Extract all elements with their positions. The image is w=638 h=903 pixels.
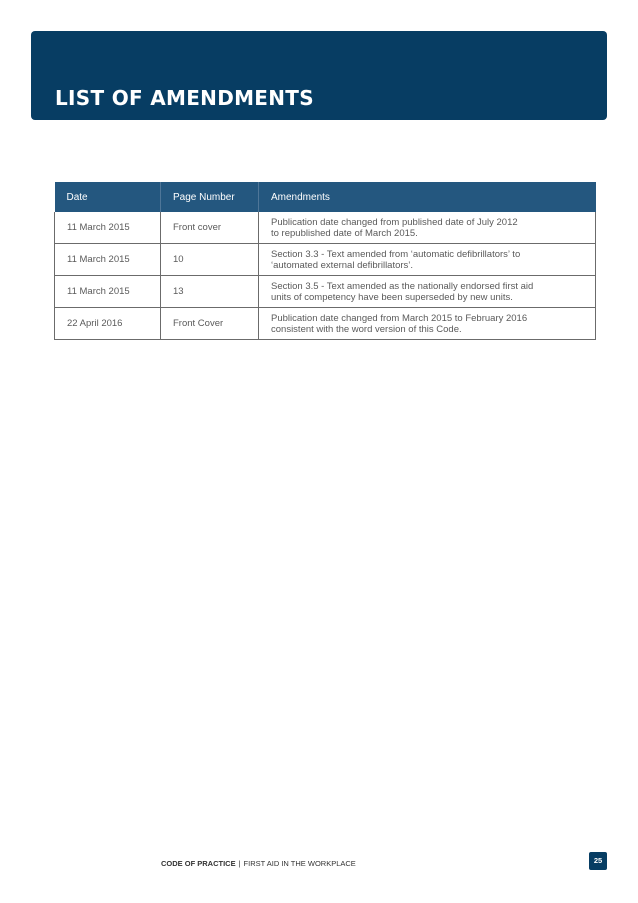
cell-date: 22 April 2016 [55, 308, 161, 340]
amendment-line: ‘automated external defibrillators’. [271, 260, 414, 271]
amendment-line: to republished date of March 2015. [271, 228, 418, 239]
cell-date: 11 March 2015 [55, 212, 161, 244]
cell-amendment [259, 212, 596, 244]
amendment-line: consistent with the word version of this Code. [271, 324, 462, 335]
page-title: LIST OF AMENDMENTS [55, 86, 314, 110]
amendments-table [54, 182, 596, 340]
cell-page-number: Front cover [161, 212, 259, 244]
column-header-amendments: Amendments [259, 182, 596, 212]
cell-amendment [259, 244, 596, 276]
cell-amendment [259, 276, 596, 308]
column-header-date: Date [55, 182, 161, 212]
cell-amendment [259, 308, 596, 340]
cell-page-number: Front Cover [161, 308, 259, 340]
column-header-page-number: Page Number [161, 182, 259, 212]
amendment-line: units of competency have been superseded by new units. [271, 292, 513, 303]
table-header-row [55, 182, 596, 212]
table-row [55, 308, 596, 340]
cell-date: 11 March 2015 [55, 276, 161, 308]
page-number-badge: 25 [589, 852, 607, 870]
table-row [55, 276, 596, 308]
amendment-line: Section 3.5 - Text amended as the nationally endorsed first aid [271, 281, 534, 292]
table-row [55, 244, 596, 276]
amendment-line: Publication date changed from published date of July 2012 [271, 217, 518, 228]
cell-page-number: 10 [161, 244, 259, 276]
footer-doc-title: FIRST AID IN THE WORKPLACE [243, 859, 356, 868]
cell-page-number: 13 [161, 276, 259, 308]
table-row [55, 212, 596, 244]
cell-date: 11 March 2015 [55, 244, 161, 276]
header-banner [31, 31, 607, 120]
amendment-line: Section 3.3 - Text amended from ‘automatic defibrillators’ to [271, 249, 521, 260]
footer-doc-type: CODE OF PRACTICE [161, 859, 236, 868]
footer-separator: | [238, 859, 241, 868]
footer-text [161, 859, 356, 868]
amendment-line: Publication date changed from March 2015 to February 2016 [271, 313, 528, 324]
